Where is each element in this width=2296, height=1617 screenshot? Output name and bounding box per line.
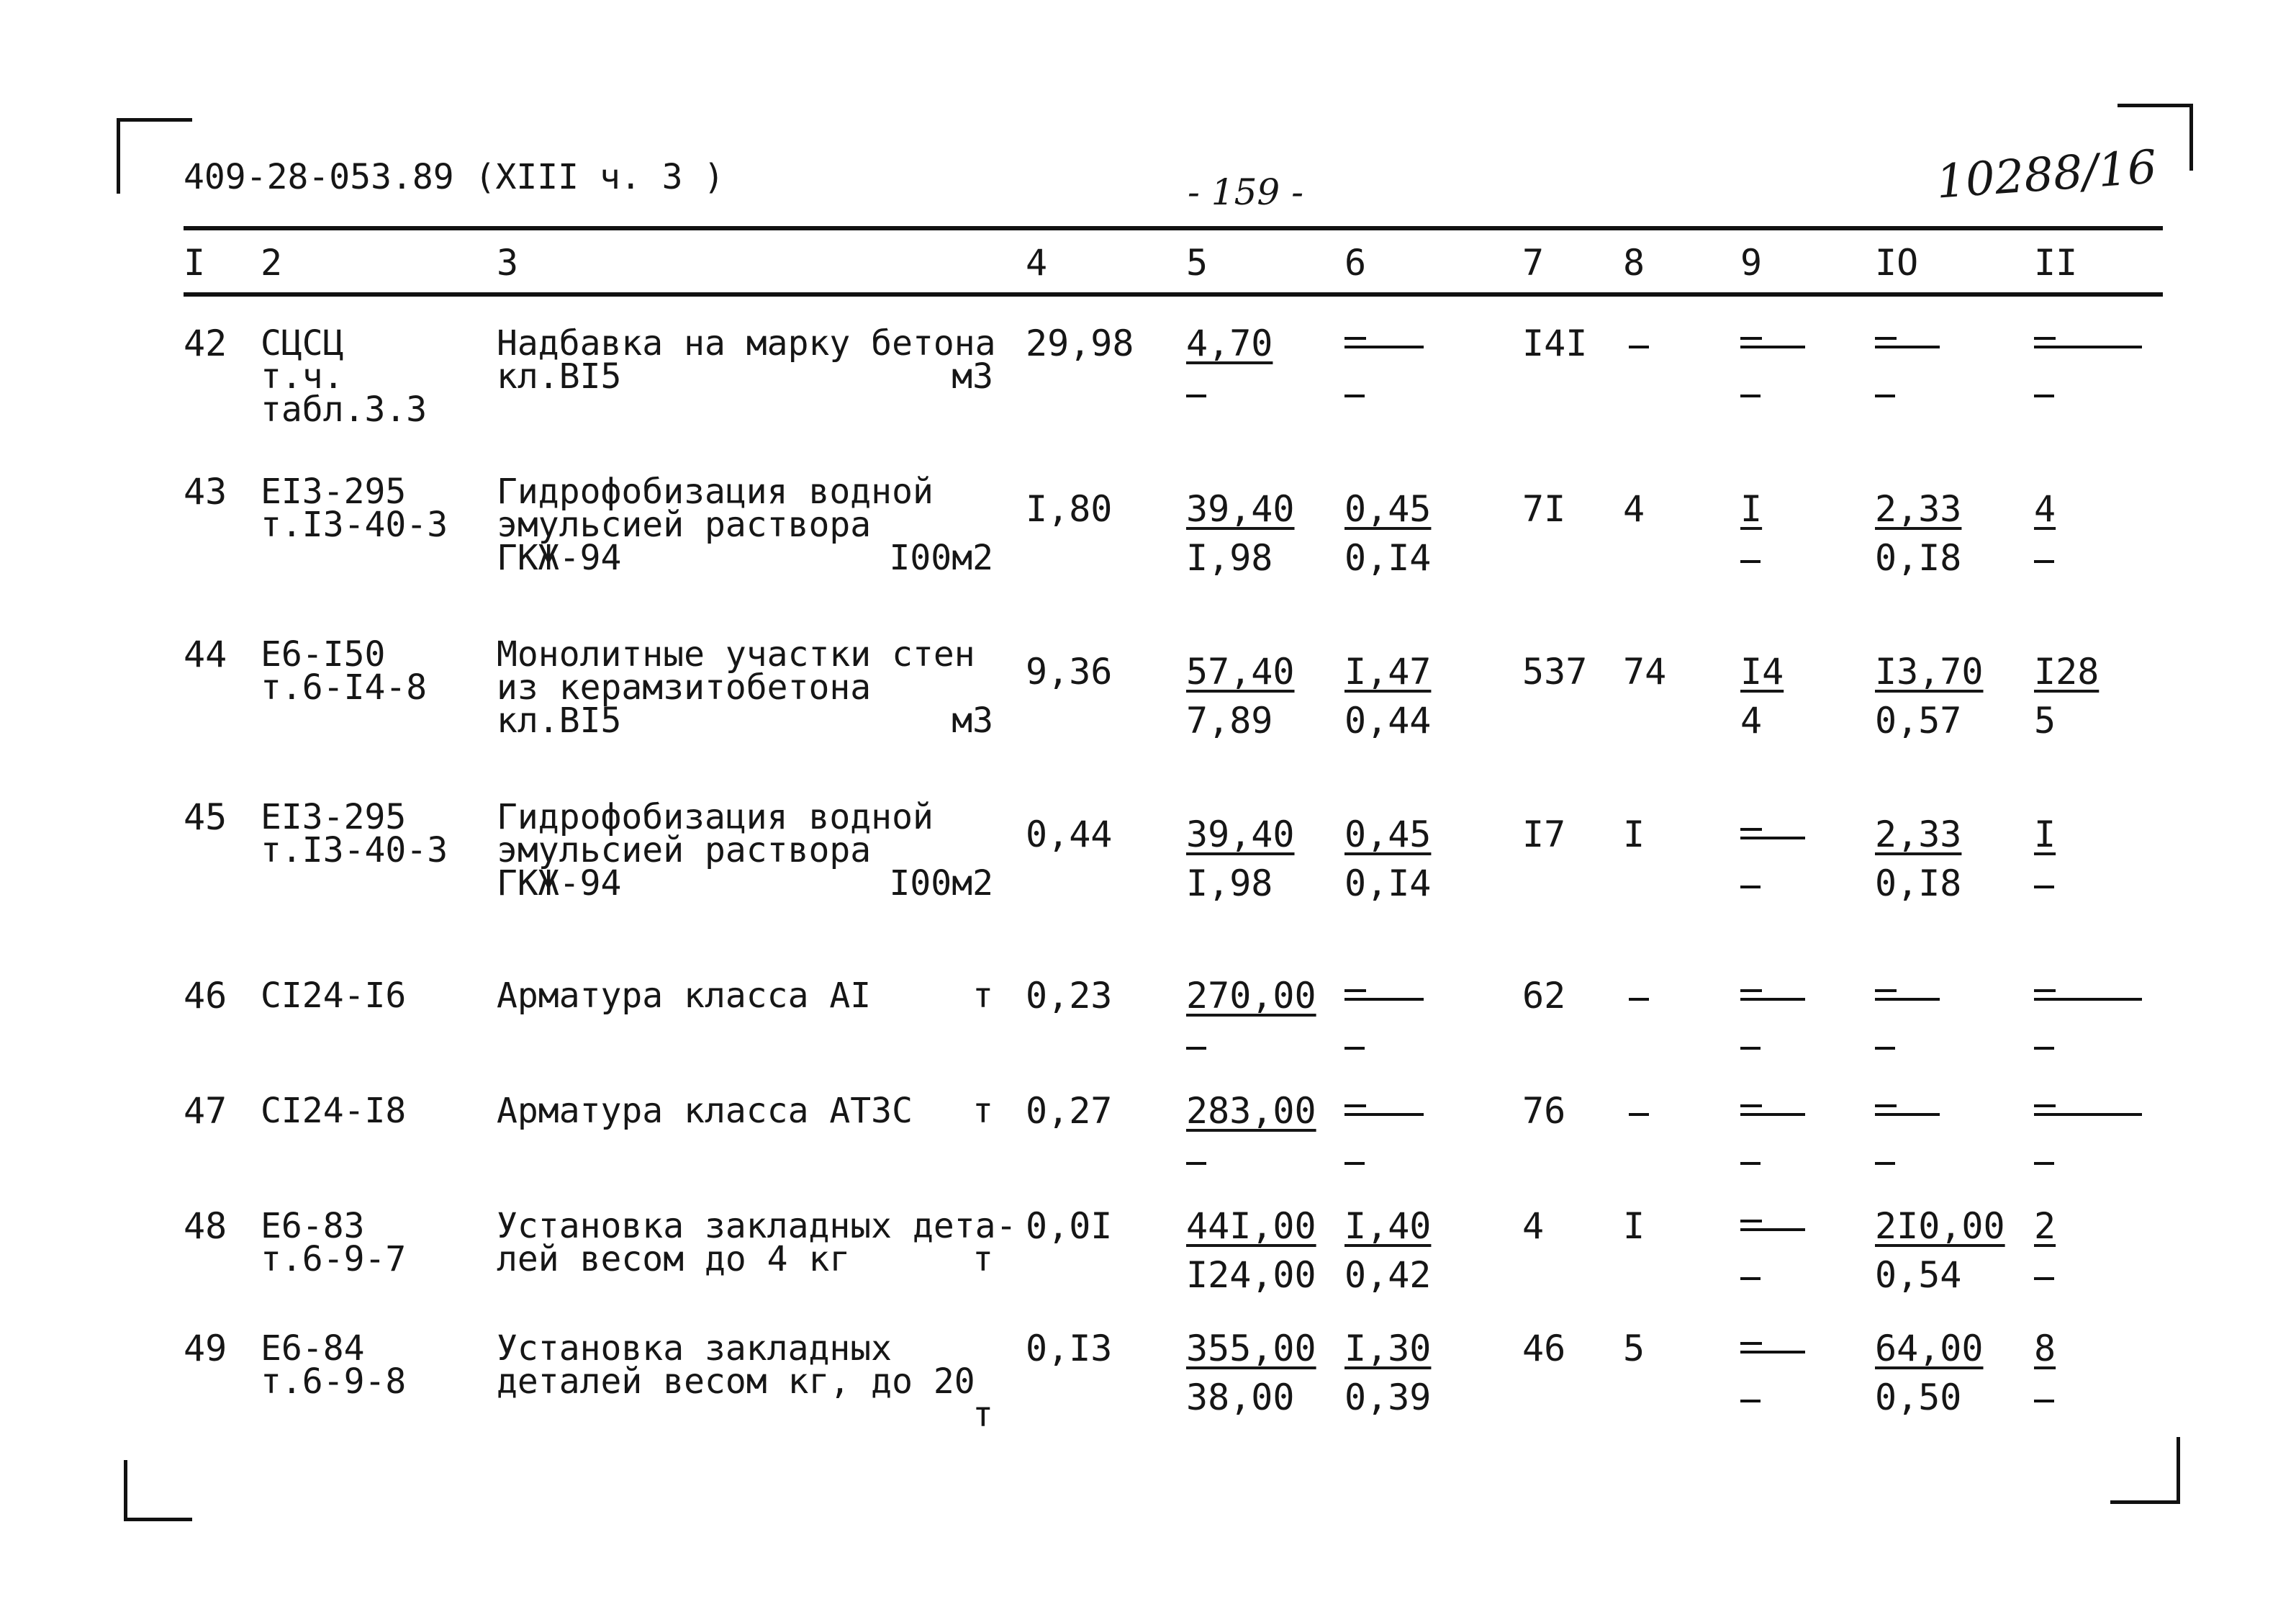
work-description-line: эмульсией раствора [497, 505, 872, 545]
labor-unit: 64,00 [1875, 1328, 1984, 1369]
work-description-line: кл.BI5 [497, 356, 622, 397]
column-header-3: 3 [497, 242, 519, 284]
cost-wage: I,98 [1186, 537, 1273, 579]
machine-total-dash [1740, 1228, 1805, 1231]
labor-total-dash [2034, 346, 2142, 348]
labor-machine-unit: 0,54 [1875, 1254, 1962, 1296]
labor-unit: 2,33 [1875, 488, 1962, 530]
work-description-line: лей весом до 4 кг [497, 1239, 851, 1279]
labor-machine-unit: 0,57 [1875, 700, 1962, 742]
reference-code-line: EI3-295 [261, 797, 407, 837]
labor-machine-total-dash [2034, 1400, 2054, 1402]
quantity: 29,98 [1026, 323, 1134, 364]
column-header-2: 2 [261, 242, 283, 284]
work-description-line: из керамзитобетона [497, 667, 872, 708]
quantity: 0,0I [1026, 1205, 1113, 1247]
unit: I00м2 [889, 863, 993, 904]
labor-machine-unit: 0,I8 [1875, 862, 1962, 904]
quantity: 0,27 [1026, 1090, 1113, 1132]
reference-code-line: т.6-I4-8 [261, 667, 428, 708]
cost-total: 39,40 [1186, 488, 1295, 530]
machine-total-wage-dash [1740, 395, 1761, 397]
machine-total-dash [1740, 837, 1805, 839]
table-header-rule [184, 292, 2163, 297]
corner-mark-bottom-right [2110, 1437, 2180, 1504]
reference-code-line: т.I3-40-3 [261, 505, 448, 545]
reference-code-line: т.6-9-8 [261, 1361, 407, 1402]
labor-machine-total-dash [2034, 1047, 2054, 1050]
cost-total: 57,40 [1186, 651, 1295, 693]
machine-wage: 0,I4 [1344, 862, 1432, 904]
column-header-4: 4 [1026, 242, 1048, 284]
total-cost: 537 [1522, 651, 1588, 693]
total-cost: I7 [1522, 814, 1566, 855]
machine-wage-dash [1344, 1162, 1365, 1165]
wages-dash [1629, 998, 1649, 1001]
machine-total: I4 [1740, 651, 1784, 693]
row-number: 45 [184, 796, 227, 838]
machine-wage: 0,39 [1344, 1377, 1432, 1418]
machine-total-dash-mark [1740, 337, 1762, 340]
unit: I00м2 [889, 538, 993, 578]
total-cost: 76 [1522, 1090, 1566, 1132]
work-description-line: Арматура класса АТ3С [497, 1091, 913, 1131]
machine-total-wage-dash [1740, 1047, 1761, 1050]
corner-mark-top-left [117, 118, 192, 194]
cost-wage-dash [1186, 1162, 1206, 1165]
wages: 74 [1623, 651, 1667, 693]
labor-machine-unit: 0,I8 [1875, 537, 1962, 579]
machine-total-dash-mark [1740, 1104, 1762, 1107]
unit: т [972, 976, 993, 1016]
reference-code-line: CI24-I8 [261, 1091, 407, 1131]
row-number: 44 [184, 634, 227, 675]
machine-wage-dash [1344, 395, 1365, 397]
machine-cost: 0,45 [1344, 488, 1432, 530]
wages-dash [1629, 1113, 1649, 1116]
labor-unit-dash-mark [1875, 1104, 1897, 1107]
machine-total-dash-mark [1740, 1342, 1762, 1345]
column-header-10: IO [1875, 242, 1919, 284]
unit: т [972, 1091, 993, 1131]
cost-total: 4,70 [1186, 323, 1273, 364]
labor-total: 8 [2034, 1328, 2056, 1369]
total-cost: 62 [1522, 975, 1566, 1017]
cost-total: 283,00 [1186, 1090, 1316, 1132]
reference-code-line: т.I3-40-3 [261, 830, 448, 870]
machine-cost-dash [1344, 998, 1424, 1001]
machine-total-dash-mark [1740, 989, 1762, 992]
machine-cost: I,47 [1344, 651, 1432, 693]
row-number: 47 [184, 1090, 227, 1132]
document-code: 409-28-053.89 (XIII ч. 3 ) [184, 157, 725, 197]
work-description-line: ГКЖ-94 [497, 538, 622, 578]
work-description-line: Гидрофобизация водной [497, 797, 934, 837]
machine-total: I [1740, 488, 1763, 530]
cost-total: 355,00 [1186, 1328, 1316, 1369]
machine-total-dash [1740, 346, 1805, 348]
work-description-line: Гидрофобизация водной [497, 472, 934, 512]
reference-code-line: E6-83 [261, 1206, 365, 1246]
row-number: 43 [184, 471, 227, 513]
total-cost: 7I [1522, 488, 1566, 530]
labor-machine-unit-dash [1875, 1047, 1895, 1050]
reference-code-line: E6-I50 [261, 634, 386, 675]
corner-mark-bottom-left [124, 1460, 192, 1521]
row-number: 48 [184, 1205, 227, 1247]
quantity: 0,I3 [1026, 1328, 1113, 1369]
cost-wage: I24,00 [1186, 1254, 1316, 1296]
quantity: 0,23 [1026, 975, 1113, 1017]
labor-total-dash-mark [2034, 989, 2056, 992]
labor-unit-dash [1875, 998, 1940, 1001]
machine-wage-dash [1344, 1047, 1365, 1050]
row-number: 46 [184, 975, 227, 1017]
work-description-line: Монолитные участки стен [497, 634, 975, 675]
work-description-line: Арматура класса AI [497, 976, 872, 1016]
labor-machine-total-dash [2034, 1162, 2054, 1165]
column-header-11: II [2034, 242, 2078, 284]
reference-code-line: EI3-295 [261, 472, 407, 512]
machine-total-wage-dash [1740, 886, 1761, 888]
quantity: 9,36 [1026, 651, 1113, 693]
cost-wage-dash [1186, 1047, 1206, 1050]
reference-code-line: т.ч. [261, 356, 344, 397]
work-description-line: Надбавка на марку бетона [497, 323, 996, 364]
machine-total-dash-mark [1740, 828, 1762, 831]
cost-total: 270,00 [1186, 975, 1316, 1017]
wages: 4 [1623, 488, 1645, 530]
labor-unit-dash-mark [1875, 989, 1897, 992]
labor-unit-dash [1875, 346, 1940, 348]
cost-total: 44I,00 [1186, 1205, 1316, 1247]
labor-unit: 2I0,00 [1875, 1205, 2005, 1247]
column-header-9: 9 [1740, 242, 1763, 284]
labor-machine-unit-dash [1875, 1162, 1895, 1165]
machine-total-wage-dash [1740, 1277, 1761, 1280]
wages: I [1623, 1205, 1645, 1247]
machine-total-wage-dash [1740, 1162, 1761, 1165]
labor-machine-total-dash [2034, 560, 2054, 563]
machine-wage: 0,42 [1344, 1254, 1432, 1296]
reference-code-line: СЦСЦ [261, 323, 344, 364]
labor-unit: I3,70 [1875, 651, 1984, 693]
machine-wage: 0,I4 [1344, 537, 1432, 579]
labor-machine-unit-dash [1875, 395, 1895, 397]
row-number: 42 [184, 323, 227, 364]
reference-code-line: табл.3.3 [261, 389, 428, 430]
labor-total-dash [2034, 998, 2142, 1001]
labor-machine-total-dash [2034, 395, 2054, 397]
labor-total-dash [2034, 1113, 2142, 1116]
wages: I [1623, 814, 1645, 855]
reference-code-line: т.6-9-7 [261, 1239, 407, 1279]
labor-total: 4 [2034, 488, 2056, 530]
quantity: 0,44 [1026, 814, 1113, 855]
labor-total-dash-mark [2034, 1104, 2056, 1107]
column-header-5: 5 [1186, 242, 1208, 284]
machine-cost-dash-mark [1344, 337, 1366, 340]
labor-machine-total-dash [2034, 1277, 2054, 1280]
work-description-line: эмульсией раствора [497, 830, 872, 870]
reference-code-line: E6-84 [261, 1328, 365, 1369]
labor-total-dash-mark [2034, 337, 2056, 340]
machine-total-dash-mark [1740, 1220, 1762, 1222]
labor-unit-dash-mark [1875, 337, 1897, 340]
machine-cost: 0,45 [1344, 814, 1432, 855]
cost-total: 39,40 [1186, 814, 1295, 855]
labor-machine-total-dash [2034, 886, 2054, 888]
work-description-line: Установка закладных дета- [497, 1206, 1017, 1246]
work-description-line: кл.BI5 [497, 701, 622, 741]
machine-wage: 0,44 [1344, 700, 1432, 742]
labor-total: I [2034, 814, 2056, 855]
machine-cost-dash-mark [1344, 1104, 1366, 1107]
work-description-line: Установка закладных [497, 1328, 892, 1369]
work-description-line: ГКЖ-94 [497, 863, 622, 904]
unit: м3 [952, 356, 993, 397]
wages-dash [1629, 346, 1649, 348]
column-header-8: 8 [1623, 242, 1645, 284]
labor-unit: 2,33 [1875, 814, 1962, 855]
machine-total-wage-dash [1740, 560, 1761, 563]
machine-cost-dash [1344, 1113, 1424, 1116]
cost-wage: 7,89 [1186, 700, 1273, 742]
wages: 5 [1623, 1328, 1645, 1369]
machine-cost-dash-mark [1344, 989, 1366, 992]
column-header-1: I [184, 242, 206, 284]
unit: т [972, 1395, 993, 1435]
total-cost: I4I [1522, 323, 1588, 364]
cost-wage-dash [1186, 395, 1206, 397]
page-number: - 159 - [1188, 171, 1304, 213]
machine-total-dash [1740, 1113, 1805, 1116]
machine-total-dash [1740, 998, 1805, 1001]
machine-cost: I,30 [1344, 1328, 1432, 1369]
cost-wage: 38,00 [1186, 1377, 1295, 1418]
machine-total-wage: 4 [1740, 700, 1763, 742]
total-cost: 4 [1522, 1205, 1545, 1247]
total-cost: 46 [1522, 1328, 1566, 1369]
quantity: I,80 [1026, 488, 1113, 530]
labor-machine-unit: 0,50 [1875, 1377, 1962, 1418]
reference-code-line: CI24-I6 [261, 976, 407, 1016]
column-header-7: 7 [1522, 242, 1545, 284]
row-number: 49 [184, 1328, 227, 1369]
table-top-rule [184, 226, 2163, 230]
machine-total-wage-dash [1740, 1400, 1761, 1402]
cost-wage: I,98 [1186, 862, 1273, 904]
machine-cost: I,40 [1344, 1205, 1432, 1247]
labor-total: 2 [2034, 1205, 2056, 1247]
work-description-line: деталей весом кг, до 20 [497, 1361, 975, 1402]
unit: м3 [952, 701, 993, 741]
unit: т [972, 1239, 993, 1279]
labor-total: I28 [2034, 651, 2100, 693]
sheet-number: 10288/16 [1934, 140, 2159, 210]
machine-total-dash [1740, 1351, 1805, 1353]
machine-cost-dash [1344, 346, 1424, 348]
labor-unit-dash [1875, 1113, 1940, 1116]
column-header-6: 6 [1344, 242, 1367, 284]
labor-machine-total: 5 [2034, 700, 2056, 742]
